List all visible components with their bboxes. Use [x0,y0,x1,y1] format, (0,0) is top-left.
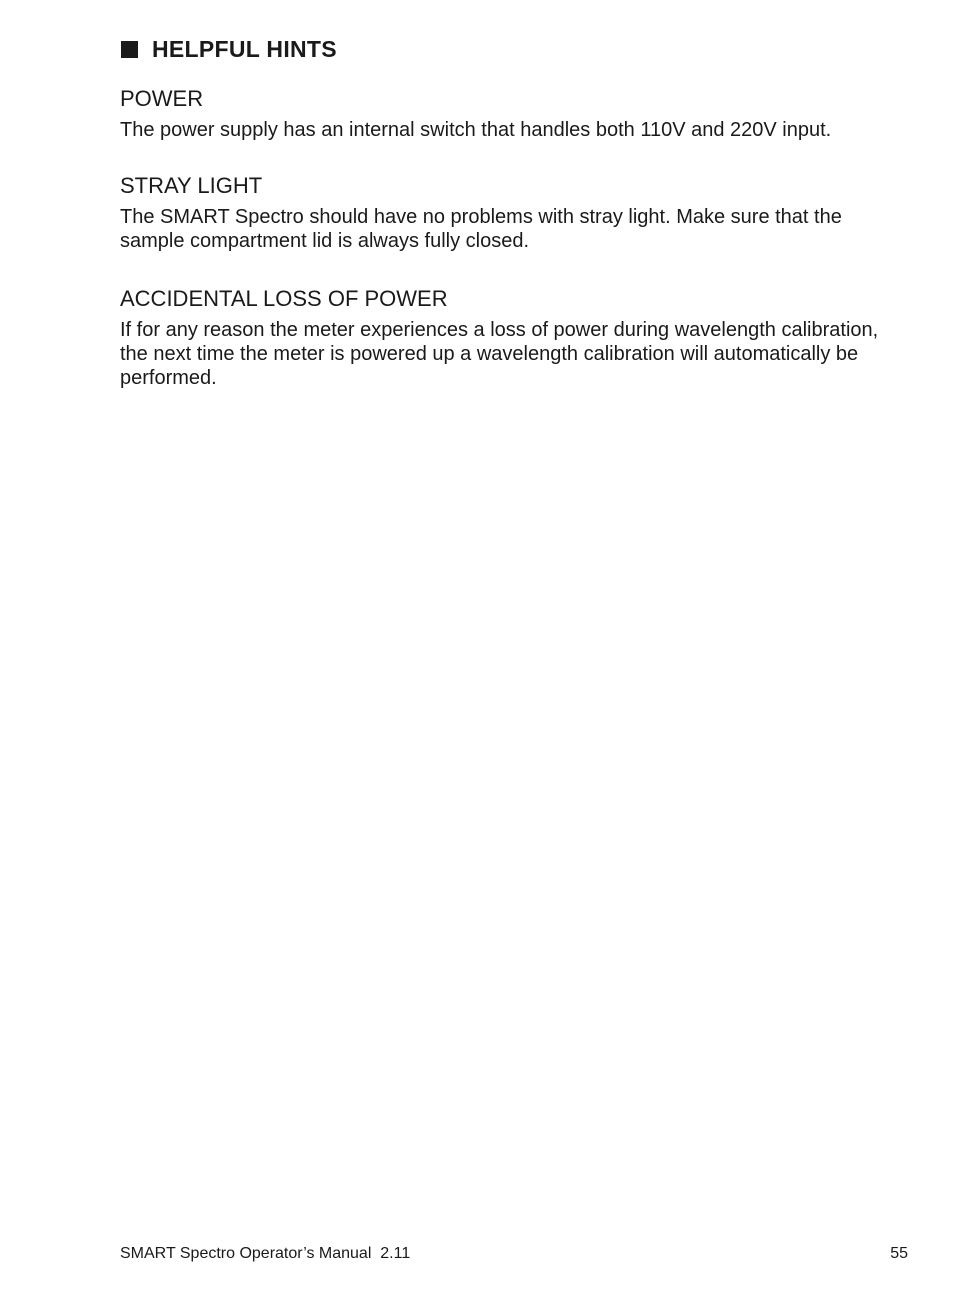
section-title: ACCIDENTAL LOSS OF POWER [120,286,448,311]
main-heading-text: HELPFUL HINTS [152,36,337,62]
footer-manual-title: SMART Spectro Operator’s Manual 2.11 [120,1245,411,1262]
section-body: If for any reason the meter experiences a loss of power during wavelength calibration, the next time the meter is powered up a wavelength calibration will automatically be performed. [120,319,879,389]
section-body: The SMART Spectro should have no problems with stray light. Make sure that the sample compartment lid is always fully closed. [120,206,842,252]
section-title: STRAY LIGHT [120,173,263,198]
section-body: The power supply has an internal switch that handles both 110V and 220V input. [120,119,832,141]
section-stray-light [120,173,920,253]
section-title: POWER [120,86,204,111]
section-accidental-loss-of-power [120,286,920,390]
square-bullet-icon [121,41,138,58]
footer-page-number: 55 [890,1245,908,1262]
section-power [120,86,920,142]
main-heading [121,36,337,63]
